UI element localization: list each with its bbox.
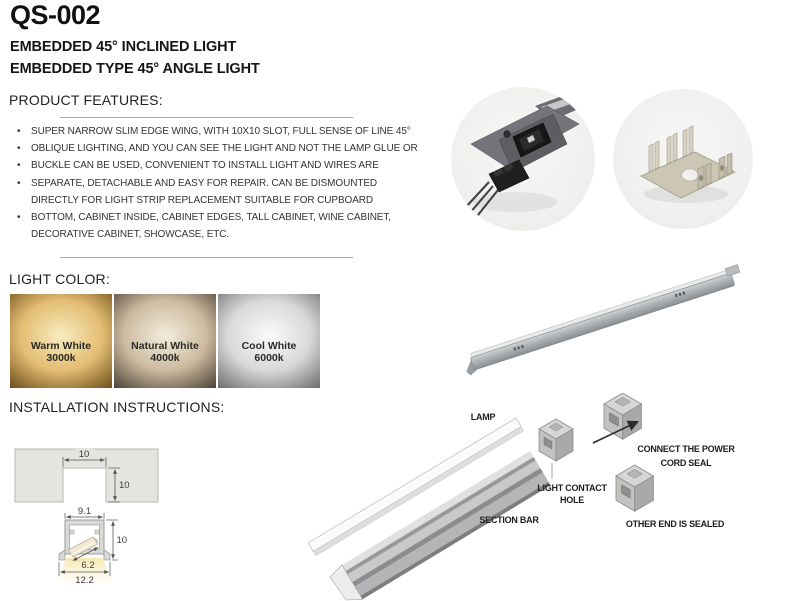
end-cap-power-seal <box>604 393 641 439</box>
subtitle-line-1: EMBEDDED 45° INCLINED LIGHT <box>10 39 237 55</box>
subtitle-line-2: EMBEDDED TYPE 45° ANGLE LIGHT <box>10 60 260 77</box>
swatch-name: Warm White <box>30 340 92 352</box>
installation-cross-section-drawing <box>3 437 193 601</box>
product-photos <box>443 80 788 248</box>
feature-item: • SUPER NARROW SLIM EDGE WING, WITH 10X10 SLOT, FULL SENSE OF LINE 45° <box>12 123 424 140</box>
product-subtitle <box>10 37 260 80</box>
feature-item: • BOTTOM, CABINET INSIDE, CABINET EDGES, TALL CABINET, WINE CABINET, DECORATIVE CABINET, SHOWCASE, ETC. <box>12 209 424 243</box>
product-features-heading: PRODUCT FEATURES: <box>9 92 163 108</box>
swatch-temp: 4000k <box>150 351 180 364</box>
dimension-slot-width: 10 <box>78 449 90 460</box>
feature-item: • OBLIQUE LIGHTING, AND YOU CAN SEE THE LIGHT AND NOT THE LAMP GLUE OR <box>12 140 424 157</box>
label-power-seal-1: CONNECT THE POWER <box>637 444 735 454</box>
swatch-warm-white <box>10 294 112 388</box>
features-underline <box>60 117 353 118</box>
label-section-bar: SECTION BAR <box>479 515 539 525</box>
swatch-label <box>218 341 320 364</box>
dimension-profile-height: 10 <box>116 535 128 546</box>
swatch-temp: 6000k <box>254 351 284 364</box>
swatch-label <box>10 341 112 364</box>
swatch-name: Cool White <box>241 340 297 352</box>
label-sealed-end: OTHER END IS SEALED <box>625 519 725 529</box>
dimension-slot-depth: 10 <box>119 480 130 491</box>
dimension-profile-bottom-width: 12.2 <box>75 575 94 586</box>
light-bar-photo <box>438 263 768 381</box>
profile-cross-section-drawing <box>53 506 127 587</box>
end-cap-sealed <box>616 465 653 511</box>
installation-heading: INSTALLATION INSTRUCTIONS: <box>9 399 225 415</box>
swatch-label <box>114 341 216 364</box>
swatch-temp: 3000k <box>46 351 76 364</box>
swatch-name: Natural White <box>131 340 199 352</box>
feature-item: • BUCKLE CAN BE USED, CONVENIENT TO INSTALL LIGHT AND WIRES ARE <box>12 157 424 174</box>
label-light-contact-hole: HOLE <box>559 495 585 505</box>
features-list <box>12 123 424 243</box>
cutout-panel-drawing <box>15 448 158 502</box>
feature-item: • SEPARATE, DETACHABLE AND EASY FOR REPAIR. CAN BE DISMOUNTED DIRECTLY FOR LIGHT STRIP REPLACEMENT SUITABLE FOR CUPBOARD <box>12 175 424 209</box>
label-light-contact: LIGHT CONTACT <box>537 483 607 493</box>
product-code-title: QS-002 <box>10 0 101 30</box>
swatch-cool-white <box>218 294 320 388</box>
light-bar <box>461 265 745 377</box>
exploded-assembly-diagram <box>290 393 807 601</box>
label-lamp: LAMP <box>470 412 496 422</box>
dimension-lens-width: 6.2 <box>81 560 95 571</box>
light-color-heading: LIGHT COLOR: <box>9 271 110 287</box>
dimension-profile-top-width: 9.1 <box>77 506 92 517</box>
label-power-seal-2: CORD SEAL <box>660 458 712 468</box>
end-cap-light-contact <box>539 419 573 461</box>
light-color-swatches <box>10 294 320 388</box>
swatch-natural-white <box>114 294 216 388</box>
section-divider <box>60 257 353 258</box>
